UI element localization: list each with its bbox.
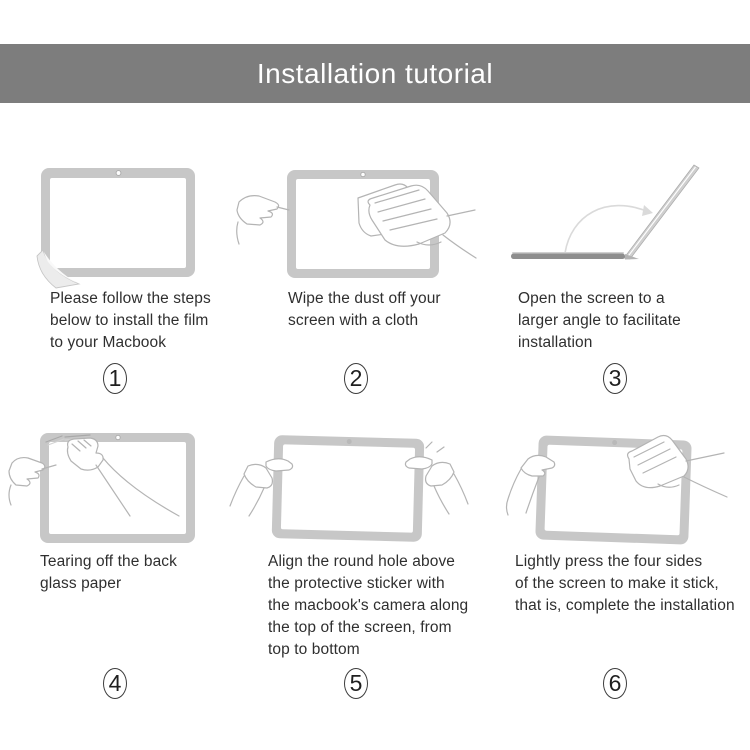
caption-line: the macbook's camera along bbox=[268, 597, 469, 614]
header-banner bbox=[0, 44, 750, 103]
caption-line: screen with a cloth bbox=[288, 312, 419, 329]
caption-line: Open the screen to a bbox=[518, 290, 665, 307]
caption-line: Lightly press the four sides bbox=[515, 553, 703, 570]
step-caption bbox=[518, 288, 681, 354]
step-caption bbox=[50, 288, 211, 354]
step-caption bbox=[268, 551, 468, 661]
caption-line: that is, complete the installation bbox=[515, 597, 735, 614]
caption-line: Please follow the steps bbox=[50, 290, 211, 307]
step-caption bbox=[40, 551, 177, 595]
step-number-badge: 1 bbox=[103, 363, 127, 394]
open-laptop-wide-angle-illustration bbox=[503, 158, 708, 270]
caption-line: glass paper bbox=[40, 575, 122, 592]
tear-back-glass-paper-illustration bbox=[8, 425, 243, 555]
wipe-screen-with-cloth-illustration bbox=[235, 158, 480, 283]
step-caption bbox=[515, 551, 735, 617]
caption-line: to your Macbook bbox=[50, 334, 167, 351]
camera-dot-icon bbox=[116, 171, 121, 176]
left-hand bbox=[237, 196, 279, 225]
left-hand bbox=[9, 458, 45, 486]
caption-line: the protective sticker with bbox=[268, 575, 445, 592]
caption-line: Align the round hole above bbox=[268, 553, 456, 570]
laptop-base bbox=[511, 254, 625, 260]
caption-line: Wipe the dust off your bbox=[288, 290, 441, 307]
step-number-badge: 4 bbox=[103, 668, 127, 699]
step-number-badge: 6 bbox=[603, 668, 627, 699]
caption-line: Tearing off the back bbox=[40, 553, 177, 570]
step-caption bbox=[288, 288, 441, 332]
page-title: Installation tutorial bbox=[256, 57, 494, 89]
press-four-sides-illustration bbox=[498, 425, 748, 555]
motion-ticks bbox=[426, 442, 444, 452]
camera-dot-icon bbox=[116, 435, 120, 439]
caption-line: of the screen to make it stick, bbox=[515, 575, 719, 592]
camera-dot-icon bbox=[361, 172, 365, 176]
screen-film-peel-illustration bbox=[35, 162, 205, 294]
step-number-badge: 2 bbox=[344, 363, 368, 394]
caption-line: top to bottom bbox=[268, 641, 360, 658]
step-number-badge: 5 bbox=[344, 668, 368, 699]
align-film-with-camera-illustration bbox=[228, 428, 473, 553]
caption-line: the top of the screen, from bbox=[268, 619, 452, 636]
caption-line: installation bbox=[518, 334, 593, 351]
step-number-badge: 3 bbox=[603, 363, 627, 394]
caption-line: below to install the film bbox=[50, 312, 209, 329]
caption-line: larger angle to facilitate bbox=[518, 312, 681, 329]
